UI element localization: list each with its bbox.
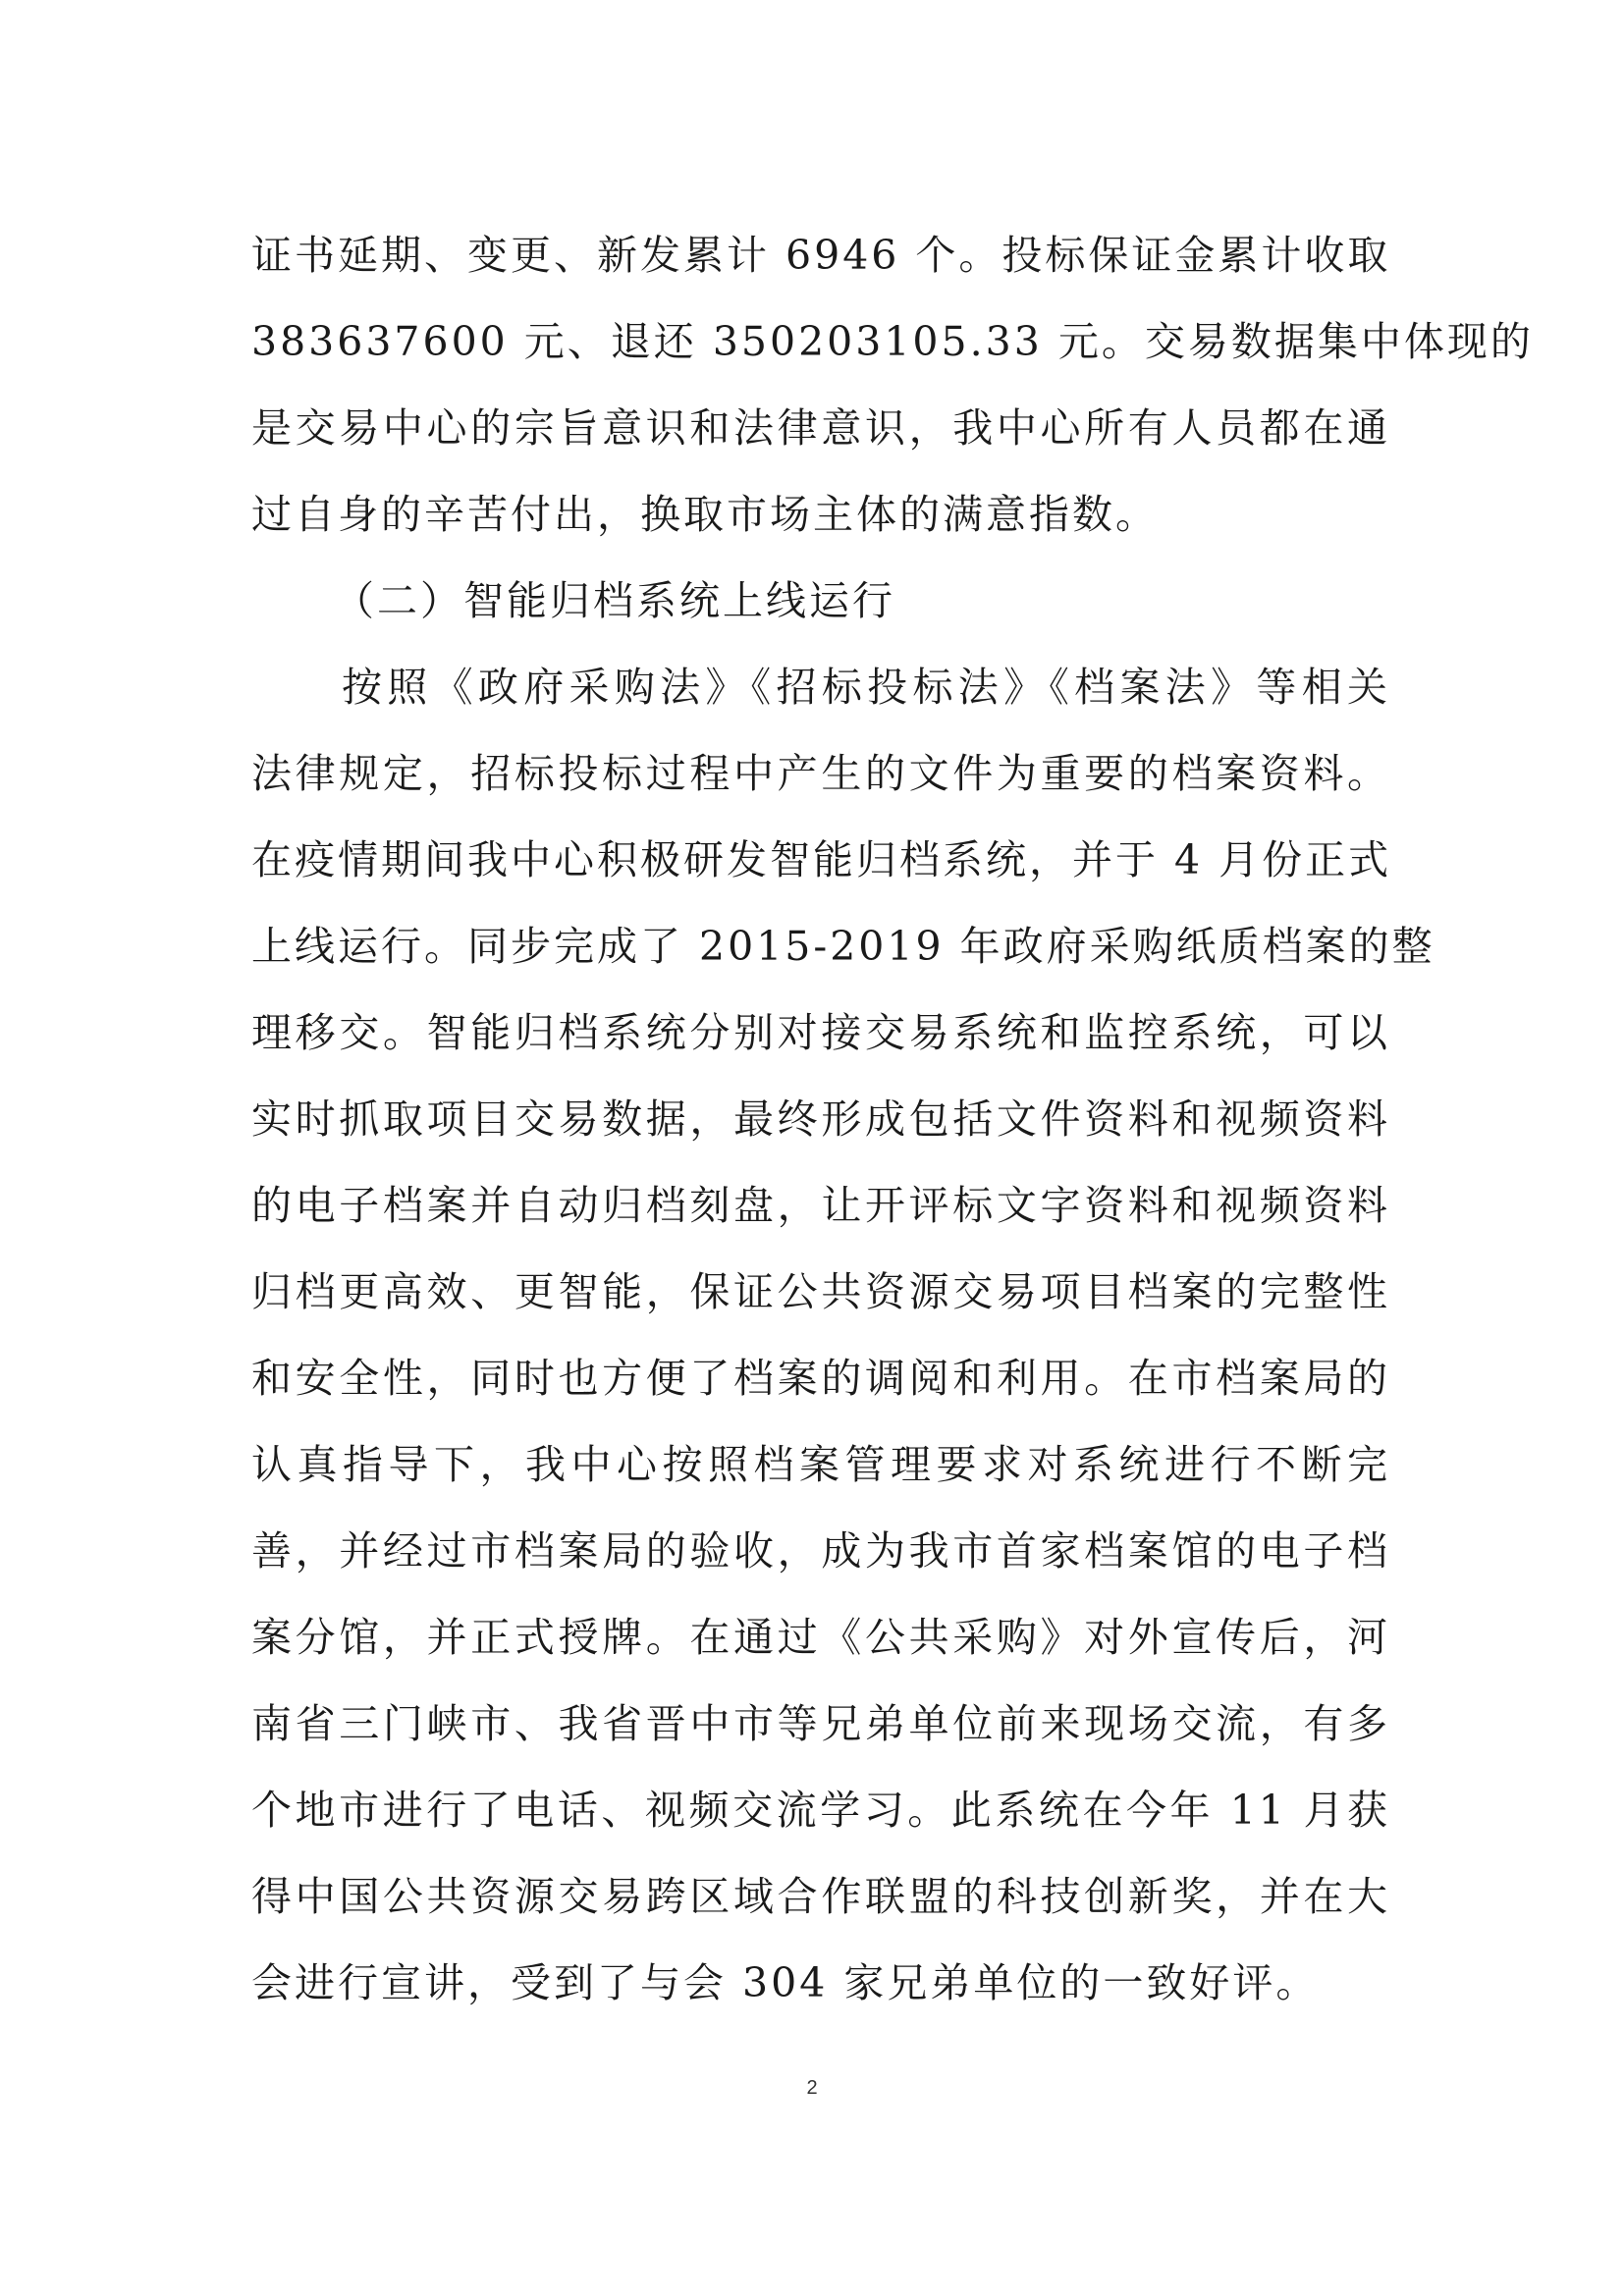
paragraph-line: 善，并经过市档案局的验收，成为我市首家档案馆的电子档 (251, 1527, 1390, 1575)
paragraph-line: 实时抓取项目交易数据，最终形成包括文件资料和视频资料 (251, 1095, 1390, 1143)
paragraph-line: 上线运行。同步完成了 2015-2019 年政府采购纸质档案的整 (251, 923, 1435, 970)
paragraph-line: 案分馆，并正式授牌。在通过《公共采购》对外宣传后，河 (251, 1614, 1390, 1661)
paragraph-line: 归档更高效、更智能，保证公共资源交易项目档案的完整性 (251, 1268, 1390, 1315)
paragraph-line: 在疫情期间我中心积极研发智能归档系统，并于 4 月份正式 (251, 836, 1392, 883)
paragraph-line: 证书延期、变更、新发累计 6946 个。投标保证金累计收取 (251, 232, 1391, 279)
paragraph-line: 的电子档案并自动归档刻盘，让开评标文字资料和视频资料 (251, 1182, 1390, 1229)
paragraph-line: 得中国公共资源交易跨区域合作联盟的科技创新奖，并在大 (251, 1873, 1390, 1920)
paragraph-line: 和安全性，同时也方便了档案的调阅和利用。在市档案局的 (251, 1355, 1390, 1402)
paragraph-line: 南省三门峡市、我省晋中市等兄弟单位前来现场交流，有多 (251, 1700, 1390, 1747)
paragraph-line: 按照《政府采购法》《招标投标法》《档案法》等相关 (342, 664, 1390, 711)
paragraph-line: 个地市进行了电话、视频交流学习。此系统在今年 11 月获 (251, 1787, 1390, 1834)
paragraph-line: 理移交。智能归档系统分别对接交易系统和监控系统，可以 (251, 1009, 1390, 1056)
paragraph-line: 会进行宣讲，受到了与会 304 家兄弟单位的一致好评。 (251, 1959, 1320, 2006)
paragraph-line: 法律规定，招标投标过程中产生的文件为重要的档案资料。 (251, 750, 1390, 797)
paragraph-line: 认真指导下，我中心按照档案管理要求对系统进行不断完 (251, 1441, 1390, 1488)
paragraph-line: 是交易中心的宗旨意识和法律意识，我中心所有人员都在通 (251, 404, 1390, 452)
page-number: 2 (806, 2077, 818, 2099)
paragraph-line: 383637600 元、退还 350203105.33 元。交易数据集中体现的 (251, 318, 1534, 365)
paragraph-line: 过自身的辛苦付出，换取市场主体的满意指数。 (251, 491, 1159, 538)
section-heading: （二）智能归档系统上线运行 (334, 577, 895, 624)
